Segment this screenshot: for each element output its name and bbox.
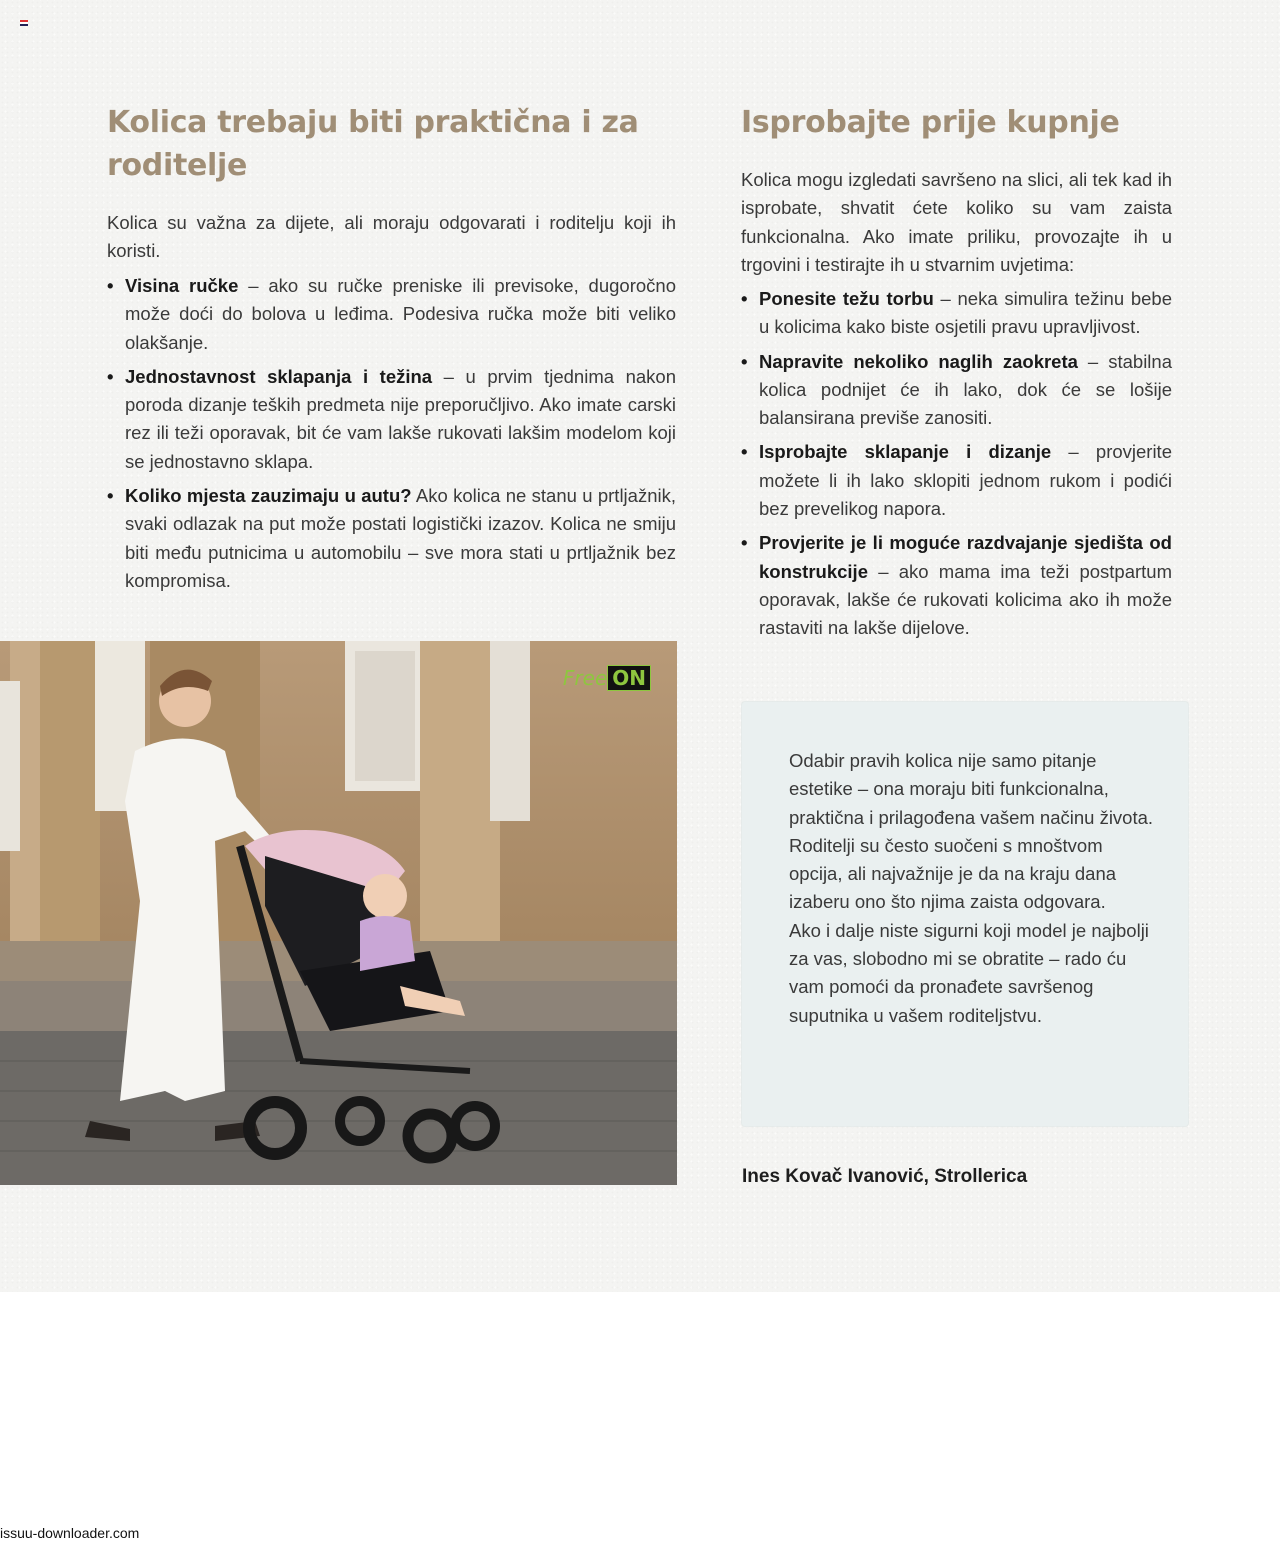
stroller-photo — [0, 641, 677, 1185]
left-heading: Kolica trebaju biti praktična i za roditelje — [107, 105, 639, 183]
author-signature: Ines Kovač Ivanović, Strollerica — [742, 1166, 1028, 1187]
photo-illustration — [0, 641, 677, 1185]
list-item: • Visina ručke – ako su ručke preniske ili previsoke, dugoročno može doći do bolova u leđima. Podesiva ručka može biti veliko olakšanje. — [107, 272, 676, 357]
list-item: • Jednostavnost sklapanja i težina – u prvim tjednima nakon poroda dizanje teških predmeta nije preporučljivo. Ako imate carski rez ili teži oporavak, bit će vam lakše rukovati lakšim modelom koji se jednostavno sklapa. — [107, 363, 676, 476]
list-item: • Napravite nekoliko naglih zaokreta – stabilna kolica podnijet će ih lako, dok će se lošije balansirana previše zanositi. — [741, 348, 1172, 433]
footer-watermark: issuu-downloader.com — [0, 1525, 140, 1541]
quote-paragraph: Odabir pravih kolica nije samo pitanje estetike – ona moraju biti funkcionalna, praktična i prilagođena vašem načinu života. Roditelji su često suočeni s mnoštvom opcija, ali najvažnije je da na kraju dana izaberu ono što njima zaista odgovara. — [789, 750, 1154, 913]
quote-box — [742, 702, 1188, 1126]
list-item: • Ponesite težu torbu – neka simulira težinu bebe u kolicima kako biste osjetili pravu upravljivost. — [741, 285, 1172, 342]
quote-text — [789, 747, 1159, 1030]
quote-paragraph: Ako i dalje niste sigurni koji model je najbolji za vas, slobodno mi se obratite – rado ću vam pomoći da pronađete savršenog suputnika u vašem roditeljstvu. — [789, 919, 1149, 1026]
right-bullet-list — [741, 285, 1172, 649]
left-bullet-list — [107, 272, 676, 601]
list-item: • Provjerite je li moguće razdvajanje sjedišta od konstrukcije – ako mama ima teži postpartum oporavak, lakše će rukovati kolicima ako ih može rastaviti na lakše dijelove. — [741, 529, 1172, 642]
flag-icon — [20, 20, 28, 26]
right-heading: Isprobajte prije kupnje — [741, 105, 1120, 140]
list-item: • Isprobajte sklapanje i dizanje – provjerite možete li ih lako sklopiti jednom rukom i podići bez prevelikog napora. — [741, 438, 1172, 523]
left-intro: Kolica su važna za dijete, ali moraju odgovarati i roditelju koji ih koristi. — [107, 212, 676, 262]
list-item: • Koliko mjesta zauzimaju u autu? Ako kolica ne stanu u prtljažnik, svaki odlazak na put može postati logistički izazov. Kolica ne smiju biti među putnicima u automobilu – sve mora stati u prtljažnik bez kompromisa. — [107, 482, 676, 595]
right-intro: Kolica mogu izgledati savršeno na slici, ali tek kad ih isprobate, shvatit ćete koliko su vam zaista funkcionalna. Ako imate priliku, provozajte ih u trgovini i testirajte ih u stvarnim uvjetima: — [741, 169, 1172, 275]
brand-logo: Free ON — [563, 665, 651, 691]
